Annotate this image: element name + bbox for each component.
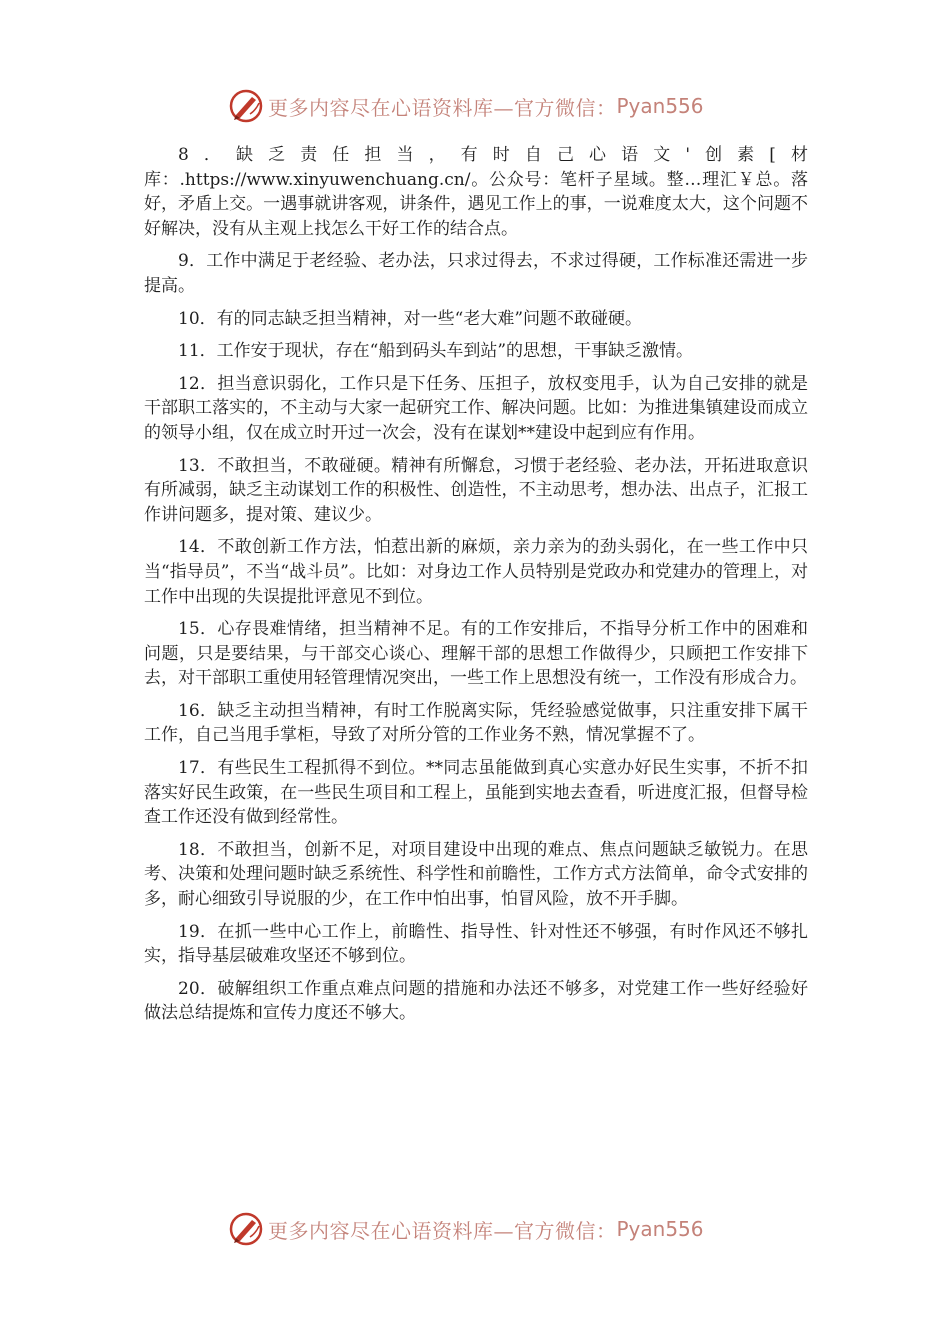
paragraph-16: 16．缺乏主动担当精神，有时工作脱离实际，凭经验感觉做事，只注重安排下属干工作，自己当甩手掌柜，导致了对所分管的工作业务不熟，情况掌握不了。 xyxy=(144,700,808,746)
paragraph-9: 9．工作中满足于老经验、老办法，只求过得去，不求过得硬，工作标准还需进一步提高。 xyxy=(144,251,808,296)
paragraph-15: 15．心存畏难情绪，担当精神不足。有的工作安排后，不指导分析工作中的困难和问题，只是要结果，与干部交心谈心、理解干部的思想工作做得少，只顾把工作安排下去，对干部职工重使用轻管理情况突出，一些工作上思想没有统一，工作没有形成合力。 xyxy=(144,619,808,689)
pen-logo-icon xyxy=(228,88,264,124)
document-body xyxy=(144,143,808,1034)
watermark-id: Pyan556 xyxy=(616,1217,704,1241)
pen-logo-icon xyxy=(228,1211,264,1247)
watermark-banner-bottom xyxy=(228,1209,704,1249)
paragraph-19: 19．在抓一些中心工作上，前瞻性、指导性、针对性还不够强，有时作风还不够扎实，指导基层破难攻坚还不够到位。 xyxy=(144,921,808,967)
paragraph-8: 8．缺乏责任担当，有时自己心语文'创素[材库：.https://www.xinyuwenchuang.cn/。公众号：笔杆子星域。整…理汇￥总。落好，矛盾上交。一遇事就讲客观，讲条件，遇见工作上的事，一说难度太大，这个问题不好解决，没有从主观上找怎么干好工作的结合点。 xyxy=(144,145,808,239)
paragraph-20: 20．破解组织工作重点难点问题的措施和办法还不够多，对党建工作一些好经验好做法总结提炼和宣传力度还不够大。 xyxy=(144,978,808,1024)
paragraph-18: 18．不敢担当，创新不足，对项目建设中出现的难点、焦点问题缺乏敏锐力。在思考、决策和处理问题时缺乏系统性、科学性和前瞻性，工作方式方法简单，命令式安排的多，耐心细致引导说服的少，在工作中怕出事，怕冒风险，放不开手脚。 xyxy=(144,839,808,910)
paragraph-14: 14．不敢创新工作方法，怕惹出新的麻烦，亲力亲为的劲头弱化，在一些工作中只当“指导员”，不当“战斗员”。比如：对身边工作人员特别是党政办和党建办的管理上，对工作中出现的失误提批评意见不到位。 xyxy=(144,537,808,607)
paragraph-17: 17．有些民生工程抓得不到位。**同志虽能做到真心实意办好民生实事，不折不扣落实好民生政策，在一些民生项目和工程上，虽能到实地去查看，听进度汇报，但督导检查工作还没有做到经常性。 xyxy=(144,758,808,828)
paragraph-11: 11．工作安于现状，存在“船到码头车到站”的思想，干事缺乏激情。 xyxy=(178,341,694,362)
paragraph-12: 12．担当意识弱化，工作只是下任务、压担子，放权变甩手，认为自己安排的就是干部职工落实的，不主动与大家一起研究工作、解决问题。比如：为推进集镇建设而成立的领导小组，仅在成立时开过一次会，没有在谋划**建设中起到应有作用。 xyxy=(144,373,808,443)
watermark-text: 更多内容尽在心语资料库—官方微信： xyxy=(268,95,617,120)
watermark-id: Pyan556 xyxy=(616,94,704,118)
paragraph-10: 10．有的同志缺乏担当精神，对一些“老大难”问题不敢碰硬。 xyxy=(178,308,643,329)
watermark-banner-top xyxy=(228,86,704,126)
paragraph-13: 13．不敢担当，不敢碰硬。精神有所懈怠，习惯于老经验、老办法，开拓进取意识有所减弱，缺乏主动谋划工作的积极性、创造性，不主动思考，想办法、出点子，汇报工作讲问题多，提对策、建议少。 xyxy=(144,455,808,525)
watermark-text: 更多内容尽在心语资料库—官方微信： xyxy=(268,1218,617,1243)
